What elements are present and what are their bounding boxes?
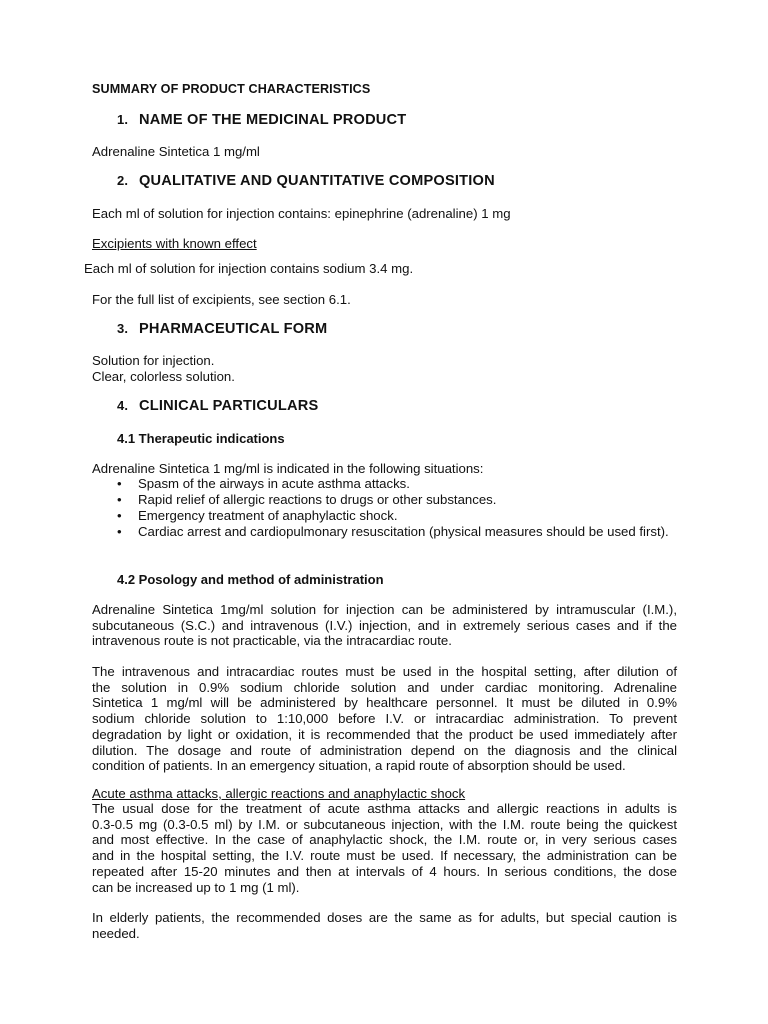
dosage-paragraph <box>92 801 677 895</box>
indications-list <box>92 476 682 540</box>
subsection-4-2-heading: 4.2 Posology and method of administration <box>117 572 384 587</box>
section-3-title: PHARMACEUTICAL FORM <box>139 321 328 337</box>
paragraph-line: dilution. The dosage and route of administration depend on the diagnosis and the clinical <box>92 742 677 758</box>
section-4-heading <box>117 398 318 414</box>
paragraph-line: and most effective. In the case of anaphylactic shock, the I.M. route or, in very serious cases <box>92 832 677 848</box>
section-2-heading <box>117 173 495 189</box>
section-3-number: 3. <box>117 321 129 336</box>
paragraph-line: sodium chloride solution to 1:10,000 before I.V. or intracardiac administration. To prevent <box>92 711 677 727</box>
paragraph-line: intravenous route is not practicable, via the intracardiac route. <box>92 633 452 649</box>
paragraph-line: repeated after 15-20 minutes and then at intervals of 4 hours. In serious conditions, the dose <box>92 863 677 879</box>
paragraph-line: subcutaneous (S.C.) and intravenous (I.V.) injection, and in extremely serious cases and if the <box>92 617 677 633</box>
section-1-number: 1. <box>117 112 129 127</box>
paragraph-line: and in the hospital setting, the I.V. route must be used. If necessary, the administration can be <box>92 848 677 864</box>
indications-intro: Adrenaline Sintetica 1 mg/ml is indicated in the following situations: <box>92 461 484 476</box>
section-1-heading <box>117 112 406 128</box>
asthma-subheading: Acute asthma attacks, allergic reactions and anaphylactic shock <box>92 786 466 801</box>
bullet-icon: • <box>117 476 122 491</box>
excipients-list-ref: For the full list of excipients, see section 6.1. <box>92 292 351 307</box>
composition-text: Each ml of solution for injection contains: epinephrine (adrenaline) 1 mg <box>92 206 511 221</box>
paragraph-line: The intravenous and intracardiac routes must be used in the hospital setting, after dilution of <box>92 664 677 679</box>
bullet-icon: • <box>117 492 122 507</box>
paragraph-line: degradation by light or oxidation, it is recommended that the product be used immediately after <box>92 726 677 742</box>
section-3-heading <box>117 321 327 337</box>
document-title: SUMMARY OF PRODUCT CHARACTERISTICS <box>92 82 371 96</box>
list-item: • Cardiac arrest and cardiopulmonary resuscitation (physical measures should be used first). <box>117 524 669 539</box>
paragraph-line: 0.3-0.5 mg (0.3-0.5 ml) by I.M. or subcutaneous injection, with the I.M. route being the quickest <box>92 816 677 832</box>
administration-routes-paragraph <box>92 602 677 649</box>
section-2-number: 2. <box>117 173 129 188</box>
product-name-text: Adrenaline Sintetica 1 mg/ml <box>92 144 260 159</box>
paragraph-line: The usual dose for the treatment of acute asthma attacks and allergic reactions in adults is <box>92 801 677 816</box>
elderly-paragraph <box>92 910 677 941</box>
section-4-title: CLINICAL PARTICULARS <box>139 398 319 414</box>
paragraph-line: condition of patients. In an emergency situation, a rapid route of absorption should be used. <box>92 758 626 774</box>
paragraph-line: the solution in 0.9% sodium chloride solution and under cardiac monitoring. Adrenaline <box>92 679 677 695</box>
paragraph-line: needed. <box>92 925 140 941</box>
bullet-icon: • <box>117 524 122 539</box>
paragraph-line: Adrenaline Sintetica 1mg/ml solution for injection can be administered by intramuscular (I.M.), <box>92 602 677 617</box>
bullet-icon: • <box>117 508 122 523</box>
list-item: • Rapid relief of allergic reactions to drugs or other substances. <box>117 492 497 507</box>
sodium-text: Each ml of solution for injection contains sodium 3.4 mg. <box>84 261 414 276</box>
paragraph-line: In elderly patients, the recommended doses are the same as for adults, but special caution is <box>92 910 677 925</box>
section-2-title: QUALITATIVE AND QUANTITATIVE COMPOSITION <box>139 173 495 189</box>
list-item: • Emergency treatment of anaphylactic shock. <box>117 508 398 523</box>
paragraph-line: can be increased up to 1 mg (1 ml). <box>92 879 300 895</box>
subsection-4-1-heading: 4.1 Therapeutic indications <box>117 431 285 446</box>
section-1-title: NAME OF THE MEDICINAL PRODUCT <box>139 112 407 128</box>
form-line-2: Clear, colorless solution. <box>92 369 235 384</box>
section-4-number: 4. <box>117 398 129 413</box>
dilution-paragraph <box>92 664 677 774</box>
excipients-heading: Excipients with known effect <box>92 236 257 251</box>
list-item: • Spasm of the airways in acute asthma attacks. <box>117 476 410 491</box>
form-line-1: Solution for injection. <box>92 353 215 368</box>
paragraph-line: Sintetica 1 mg/ml will be administered by healthcare personnel. It must be diluted in 0.9% <box>92 695 677 711</box>
